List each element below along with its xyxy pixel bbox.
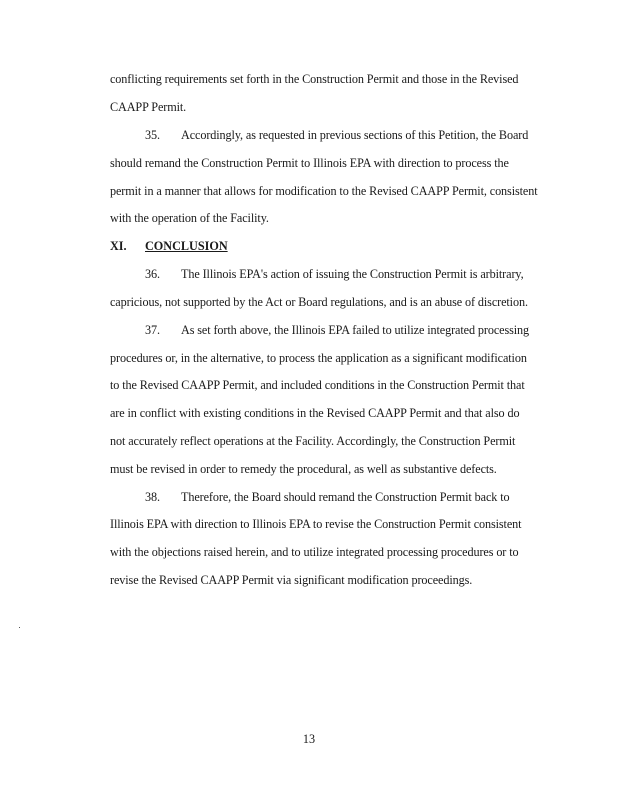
- paragraph-38-first-line: [145, 490, 585, 504]
- text-line: conflicting requirements set forth in the Construction Permit and those in the Revised: [110, 72, 519, 86]
- paragraph-37-first-line: [145, 323, 585, 337]
- page-number: 13: [302, 732, 316, 746]
- paragraph-text: The Illinois EPA's action of issuing the Construction Permit is arbitrary,: [181, 267, 524, 281]
- paragraph-number: 36.: [145, 267, 160, 281]
- text-line: must be revised in order to remedy the procedural, as well as substantive defects.: [110, 462, 497, 476]
- text-line: with the objections raised herein, and to utilize integrated processing procedures or to: [110, 545, 519, 559]
- section-heading: [110, 239, 228, 253]
- paragraph-text: As set forth above, the Illinois EPA failed to utilize integrated processing: [181, 323, 530, 337]
- paragraph-text: Therefore, the Board should remand the Construction Permit back to: [181, 490, 510, 504]
- text-line: should remand the Construction Permit to Illinois EPA with direction to process the: [110, 156, 509, 170]
- scan-speck: [19, 627, 20, 628]
- text-line: are in conflict with existing conditions in the Revised CAAPP Permit and that also do: [110, 406, 520, 420]
- paragraph-36-first-line: [145, 267, 585, 281]
- text-line: procedures or, in the alternative, to process the application as a significant modification: [110, 351, 527, 365]
- paragraph-number: 37.: [145, 323, 160, 337]
- text-line: permit in a manner that allows for modification to the Revised CAAPP Permit, consistent: [110, 184, 538, 198]
- text-line: not accurately reflect operations at the Facility. Accordingly, the Construction Permit: [110, 434, 516, 448]
- text-line: Illinois EPA with direction to Illinois EPA to revise the Construction Permit consistent: [110, 517, 522, 531]
- paragraph-number: 38.: [145, 490, 160, 504]
- text-line: revise the Revised CAAPP Permit via significant modification proceedings.: [110, 573, 473, 587]
- text-line: with the operation of the Facility.: [110, 211, 269, 225]
- text-line: CAAPP Permit.: [110, 100, 187, 114]
- section-title: CONCLUSION: [145, 239, 228, 253]
- section-number: XI.: [110, 239, 127, 253]
- paragraph-text: Accordingly, as requested in previous sections of this Petition, the Board: [181, 128, 529, 142]
- paragraph-number: 35.: [145, 128, 160, 142]
- paragraph-35-first-line: [145, 128, 585, 142]
- text-line: capricious, not supported by the Act or Board regulations, and is an abuse of discretion.: [110, 295, 528, 309]
- text-line: to the Revised CAAPP Permit, and included conditions in the Construction Permit that: [110, 378, 525, 392]
